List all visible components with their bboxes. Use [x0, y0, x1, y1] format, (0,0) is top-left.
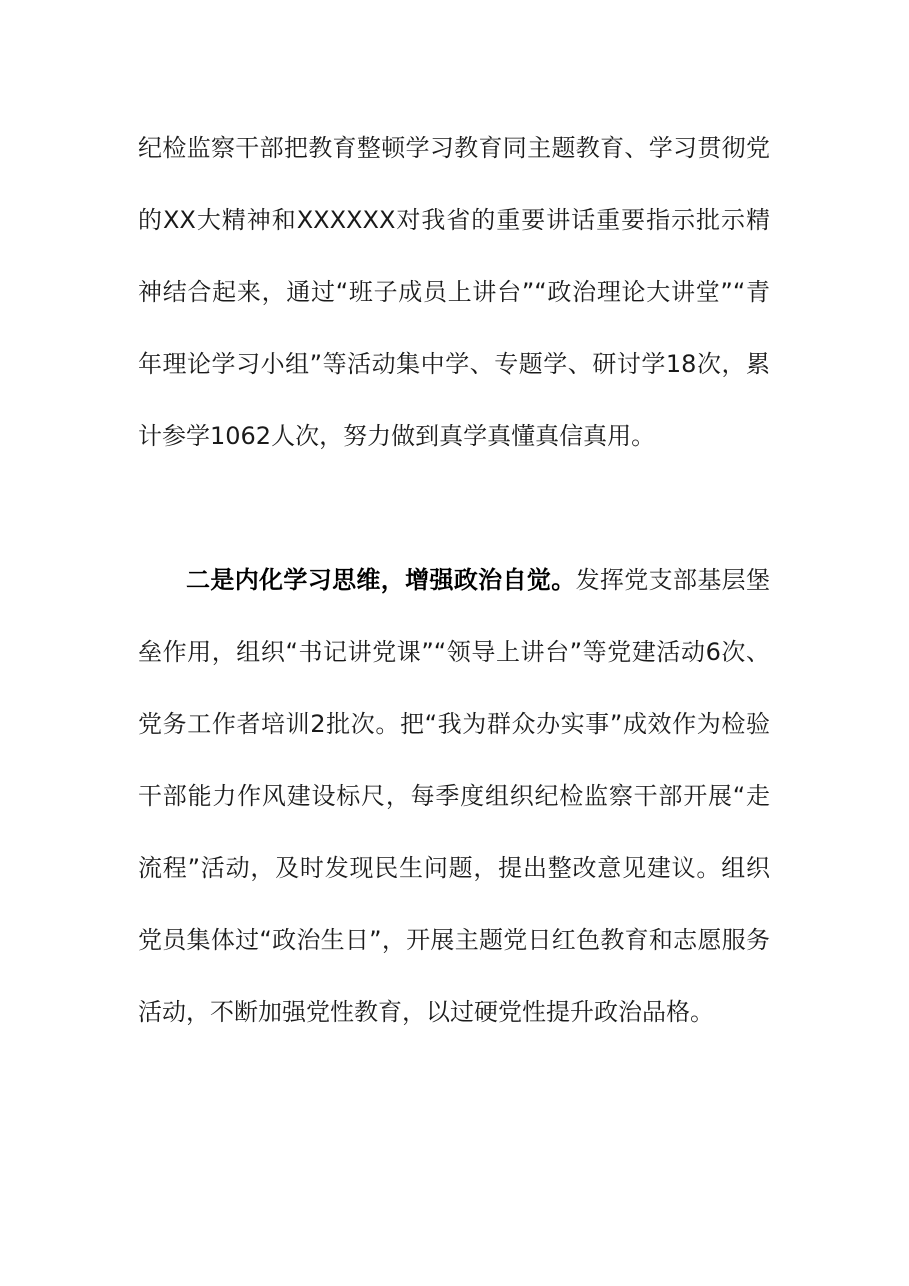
paragraph-2	[138, 544, 770, 1048]
paragraph-1: 纪检监察干部把教育整顿学习教育同主题教育、学习贯彻党的XX大精神和XXXXXX对我省的重要讲话重要指示批示精神结合起来，通过“班子成员上讲台”“政治理论大讲堂”“青年理论学习小组”等活动集中学、专题学、研讨学18次，累计参学1062人次，努力做到真学真懂真信真用。	[138, 134, 770, 450]
paragraph-2-heading: 二是内化学习思维，增强政治自觉。	[186, 566, 576, 594]
paragraph-2-body: 发挥党支部基层堡垒作用，组织“书记讲党课”“领导上讲台”等党建活动6次、党务工作者培训2批次。把“我为群众办实事”成效作为检验干部能力作风建设标尺，每季度组织纪检监察干部开展“走流程”活动，及时发现民生问题，提出整改意见建议。组织党员集体过“政治生日”，开展主题党日红色教育和志愿服务活动，不断加强党性教育，以过硬党性提升政治品格。	[138, 566, 771, 1026]
